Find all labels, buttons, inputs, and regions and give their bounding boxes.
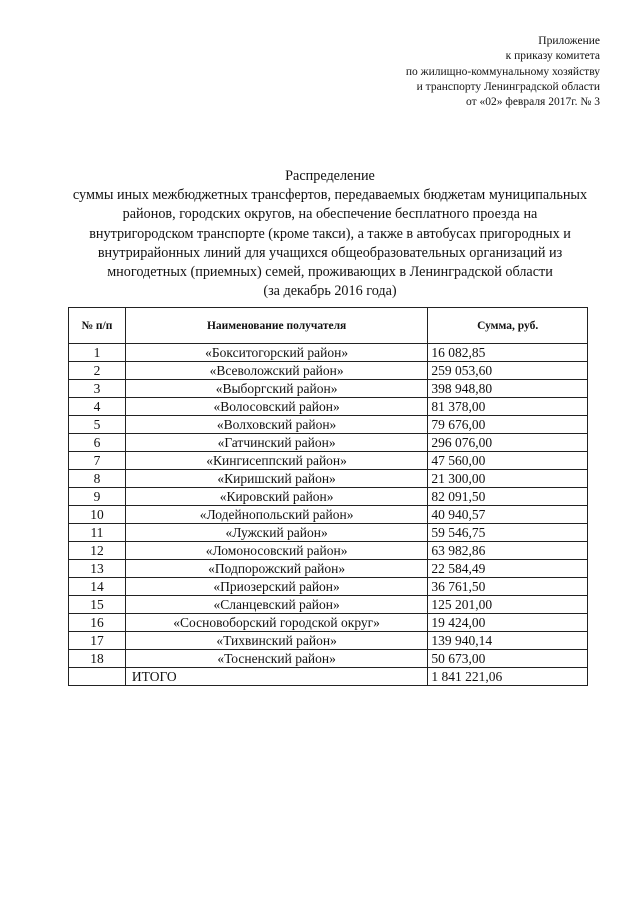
recipient-name: «Ломоносовский район» bbox=[125, 542, 427, 560]
appendix-line: и транспорту Ленинградской области bbox=[416, 80, 600, 93]
row-sum: 36 761,50 bbox=[428, 578, 588, 596]
table-row bbox=[69, 398, 588, 416]
row-number: 3 bbox=[69, 380, 126, 398]
row-number: 7 bbox=[69, 452, 126, 470]
title-line: внутригородском транспорте (кроме такси), а также в автобусах пригородных и bbox=[89, 225, 571, 242]
row-number: 2 bbox=[69, 362, 126, 380]
row-sum: 50 673,00 bbox=[428, 650, 588, 668]
row-sum: 63 982,86 bbox=[428, 542, 588, 560]
row-sum: 398 948,80 bbox=[428, 380, 588, 398]
row-sum: 139 940,14 bbox=[428, 632, 588, 650]
recipient-name: «Выборгский район» bbox=[125, 380, 427, 398]
row-sum: 19 424,00 bbox=[428, 614, 588, 632]
table-row bbox=[69, 542, 588, 560]
total-num-cell bbox=[69, 668, 126, 686]
title-line: внутрирайонных линий для учащихся общеобразовательных организаций из bbox=[97, 244, 563, 261]
row-number: 17 bbox=[69, 632, 126, 650]
recipient-name: «Лодейнопольский район» bbox=[125, 506, 427, 524]
table-row bbox=[69, 596, 588, 614]
row-sum: 40 940,57 bbox=[428, 506, 588, 524]
row-number: 14 bbox=[69, 578, 126, 596]
row-number: 13 bbox=[69, 560, 126, 578]
row-sum: 21 300,00 bbox=[428, 470, 588, 488]
table-row bbox=[69, 362, 588, 380]
row-number: 11 bbox=[69, 524, 126, 542]
appendix-line: к приказу комитета bbox=[505, 50, 600, 63]
recipient-name: «Тихвинский район» bbox=[125, 632, 427, 650]
row-number: 4 bbox=[69, 398, 126, 416]
table-body bbox=[69, 344, 588, 668]
table-row bbox=[69, 524, 588, 542]
row-sum: 59 546,75 bbox=[428, 524, 588, 542]
table-row bbox=[69, 344, 588, 362]
recipient-name: «Всеволожский район» bbox=[125, 362, 427, 380]
recipient-name: «Тосненский район» bbox=[125, 650, 427, 668]
table-row bbox=[69, 506, 588, 524]
title-line: многодетных (приемных) семей, проживающих в Ленинградской области bbox=[107, 264, 553, 281]
recipient-name: «Кингисеппский район» bbox=[125, 452, 427, 470]
table-row bbox=[69, 650, 588, 668]
header-sum: Сумма, руб. bbox=[428, 308, 588, 344]
document-title bbox=[40, 167, 620, 301]
table-row bbox=[69, 578, 588, 596]
appendix-header bbox=[300, 34, 600, 110]
title-line: (за декабрь 2016 года) bbox=[263, 283, 397, 300]
recipient-name: «Кировский район» bbox=[125, 488, 427, 506]
appendix-line: Приложение bbox=[538, 35, 600, 47]
recipient-name: «Волховский район» bbox=[125, 416, 427, 434]
row-number: 18 bbox=[69, 650, 126, 668]
table-header-row bbox=[69, 308, 588, 344]
title-line: районов, городских округов, на обеспечение бесплатного проезда на bbox=[122, 206, 538, 223]
row-sum: 259 053,60 bbox=[428, 362, 588, 380]
recipient-name: «Сланцевский район» bbox=[125, 596, 427, 614]
total-label: ИТОГО bbox=[125, 668, 427, 686]
row-number: 8 bbox=[69, 470, 126, 488]
row-sum: 16 082,85 bbox=[428, 344, 588, 362]
title-line: суммы иных межбюджетных трансфертов, передаваемых бюджетам муниципальных bbox=[72, 187, 588, 204]
row-number: 1 bbox=[69, 344, 126, 362]
row-sum: 22 584,49 bbox=[428, 560, 588, 578]
row-number: 16 bbox=[69, 614, 126, 632]
table-row bbox=[69, 488, 588, 506]
row-number: 15 bbox=[69, 596, 126, 614]
recipient-name: «Подпорожский район» bbox=[125, 560, 427, 578]
recipient-name: «Сосновоборский городской округ» bbox=[125, 614, 427, 632]
row-sum: 79 676,00 bbox=[428, 416, 588, 434]
table-row bbox=[69, 434, 588, 452]
recipient-name: «Гатчинский район» bbox=[125, 434, 427, 452]
total-sum: 1 841 221,06 bbox=[428, 668, 588, 686]
row-number: 6 bbox=[69, 434, 126, 452]
row-sum: 81 378,00 bbox=[428, 398, 588, 416]
recipient-name: «Киришский район» bbox=[125, 470, 427, 488]
table-row bbox=[69, 470, 588, 488]
table-row bbox=[69, 416, 588, 434]
header-name: Наименование получателя bbox=[125, 308, 427, 344]
row-sum: 296 076,00 bbox=[428, 434, 588, 452]
table-row bbox=[69, 632, 588, 650]
row-sum: 82 091,50 bbox=[428, 488, 588, 506]
distribution-table bbox=[68, 307, 588, 686]
header-num: № п/п bbox=[69, 308, 126, 344]
table-row bbox=[69, 560, 588, 578]
table-row bbox=[69, 452, 588, 470]
row-number: 9 bbox=[69, 488, 126, 506]
recipient-name: «Бокситогорский район» bbox=[125, 344, 427, 362]
table-row bbox=[69, 614, 588, 632]
appendix-line: от «02» февраля 2017г. № 3 bbox=[466, 96, 600, 109]
table-row bbox=[69, 380, 588, 398]
total-row bbox=[69, 668, 588, 686]
appendix-line: по жилищно-коммунальному хозяйству bbox=[405, 65, 600, 78]
row-sum: 47 560,00 bbox=[428, 452, 588, 470]
row-sum: 125 201,00 bbox=[428, 596, 588, 614]
row-number: 10 bbox=[69, 506, 126, 524]
recipient-name: «Лужский район» bbox=[125, 524, 427, 542]
recipient-name: «Приозерский район» bbox=[125, 578, 427, 596]
row-number: 5 bbox=[69, 416, 126, 434]
row-number: 12 bbox=[69, 542, 126, 560]
recipient-name: «Волосовский район» bbox=[125, 398, 427, 416]
title-line: Распределение bbox=[285, 168, 375, 184]
